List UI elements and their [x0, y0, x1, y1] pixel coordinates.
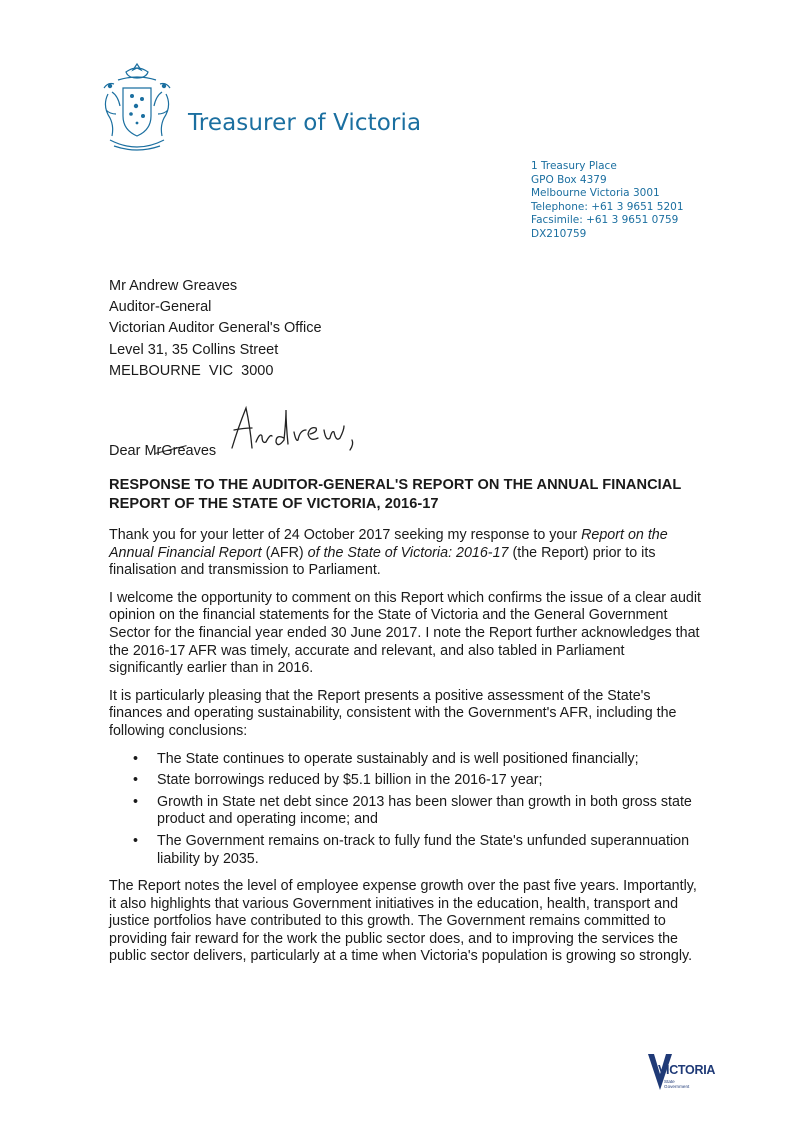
salutation	[109, 443, 216, 459]
bullet-icon: •	[133, 793, 139, 810]
coat-of-arms-icon	[96, 58, 178, 156]
recipient-line: Auditor-General	[109, 299, 212, 316]
list-item: • State borrowings reduced by $5.1 billion in the 2016-17 year;	[133, 772, 543, 789]
handwritten-salutation	[226, 402, 366, 458]
recipient-address	[109, 276, 322, 382]
address-line: Telephone: +61 3 9651 5201	[531, 200, 684, 213]
paragraph-1: Thank you for your letter of 24 October 2017 seeking my response to your Report on the Annual Financial Report (AFR) of the State of Victoria: 2016-17 (the Report) prior to its finalisation and transmission to Parliament.	[109, 527, 668, 579]
address-line: Facsimile: +61 3 9651 0759	[531, 214, 679, 227]
struck-name: Greaves	[161, 443, 216, 459]
victoria-state-government-logo	[646, 1050, 716, 1094]
address-line: DX210759	[531, 227, 587, 240]
salutation-prefix: Dear Mr	[109, 443, 162, 459]
logo-word: VICTORIA	[658, 1063, 716, 1077]
recipient-line: Level 31, 35 Collins Street	[109, 341, 279, 358]
report-title-italic: Report on the Annual Financial Report	[109, 527, 668, 561]
recipient-line: Mr Andrew Greaves	[109, 278, 238, 294]
bullet-icon: •	[133, 832, 139, 849]
conclusions-list	[109, 751, 701, 869]
letter-heading: RESPONSE TO THE AUDITOR-GENERAL'S REPORT ON THE ANNUAL FINANCIAL REPORT OF THE STATE OF VICTORIA, 2016-17	[109, 477, 682, 512]
letter-body	[109, 527, 701, 976]
list-item: • The State continues to operate sustainably and is well positioned financially;	[133, 750, 639, 767]
address-line: GPO Box 4379	[531, 173, 607, 186]
bullet-icon: •	[133, 772, 139, 789]
recipient-line: MELBOURNE VIC 3000	[109, 362, 274, 379]
sender-address	[531, 160, 684, 242]
recipient-line: Victorian Auditor General's Office	[109, 320, 322, 337]
org-name: Treasurer of Victoria	[188, 110, 422, 136]
list-item: • Growth in State net debt since 2013 has been slower than growth in both gross state product and operating income; and	[133, 793, 692, 828]
bullet-icon: •	[133, 750, 139, 767]
report-subtitle-italic: of the State of Victoria: 2016-17	[307, 544, 509, 561]
address-line: Melbourne Victoria 3001	[531, 187, 660, 200]
list-item: • The Government remains on-track to fully fund the State's unfunded superannuation liability by 2035.	[133, 832, 690, 867]
paragraph-2: I welcome the opportunity to comment on this Report which confirms the issue of a clear audit opinion on the financial statements for the State of Victoria and the General Government Sector for the financial year ended 30 June 2017. I note the Report further acknowledges that the 2016-17 AFR was timely, accurate and relevant, and also tabled in Parliament significantly earlier than in 2016.	[109, 589, 702, 677]
paragraph-3: It is particularly pleasing that the Report presents a positive assessment of the State's finances and operating sustainability, consistent with the Government's AFR, including the following conclusions:	[109, 687, 677, 739]
logo-subtext: State Government	[664, 1079, 690, 1089]
address-line: 1 Treasury Place	[531, 160, 617, 172]
paragraph-4: The Report notes the level of employee expense growth over the past five years. Importantly, it also highlights that various Government initiatives in the education, health, transport and justice portfolios have contributed to this growth. The Government remains committed to providing fair reward for the work the public sector does, and to improving the services the public sector delivers, particularly at a time when Victoria's population is growing so strongly.	[109, 878, 697, 965]
